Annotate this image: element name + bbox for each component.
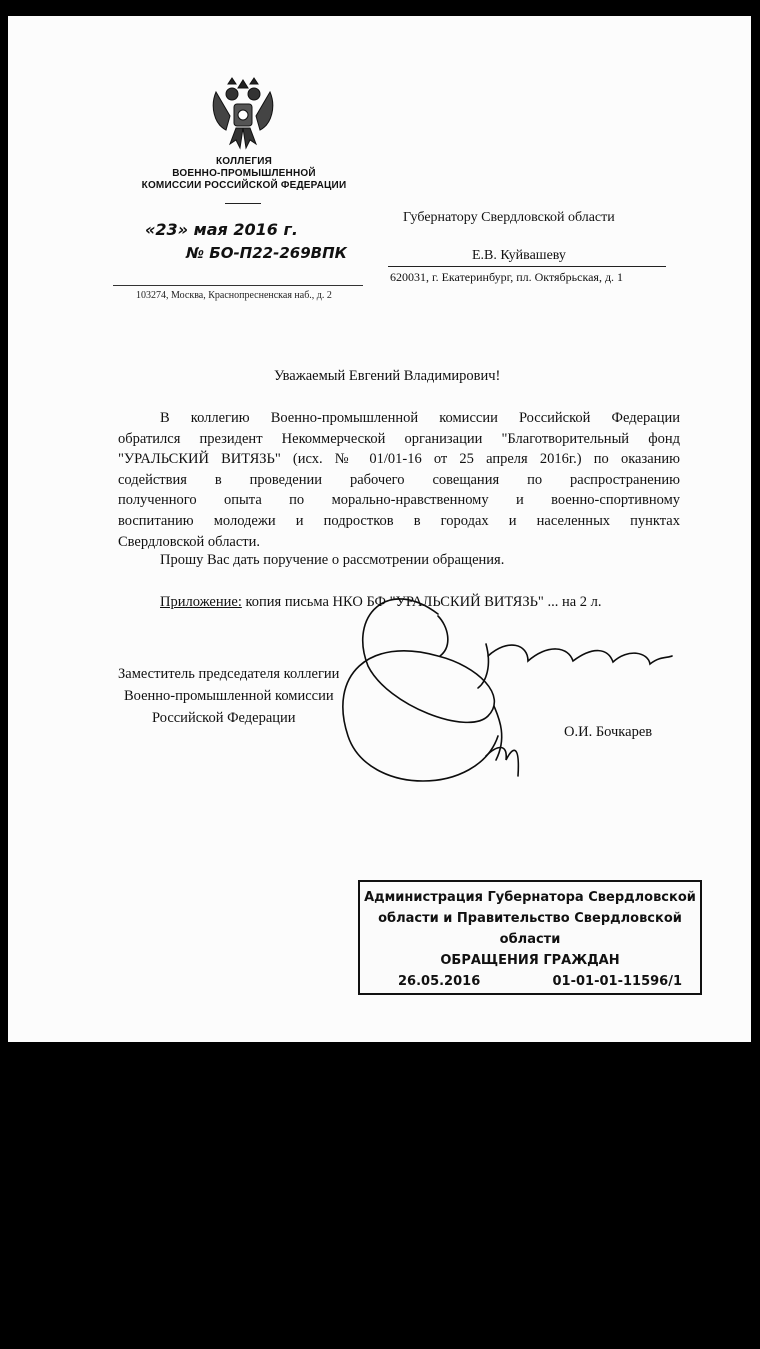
stamp-line: ОБРАЩЕНИЯ ГРАЖДАН [440, 953, 620, 968]
letter-number: № БО-П22-269ВПК [186, 244, 347, 262]
body-line: обратился президент Некоммерческой организации "Благотворительный фонд [118, 430, 680, 447]
signer-position-1: Заместитель председателя коллегии [118, 666, 340, 682]
recipient-name: Е.В. Куйвашеву [472, 248, 566, 263]
org-line-3: КОМИССИИ РОССИЙСКОЙ ФЕДЕРАЦИИ [141, 180, 347, 191]
stamp-line: области [499, 932, 561, 947]
attachment-label: Приложение: [160, 594, 242, 610]
letter-date: «23» мая 2016 г. [145, 220, 298, 239]
body-line: содействия в проведении рабочего совещания по распространению [118, 471, 680, 488]
org-line-1: КОЛЛЕГИЯ [216, 156, 272, 167]
signer-position-3: Российской Федерации [152, 710, 296, 726]
recipient-title: Губернатору Свердловской области [403, 210, 615, 225]
org-line-2: ВОЕННО-ПРОМЫШЛЕННОЙ [172, 168, 316, 179]
request-line: Прошу Вас дать поручение о рассмотрении обращения. [160, 552, 505, 568]
body-line: "УРАЛЬСКИЙ ВИТЯЗЬ" (исх. № 01/01-16 от 25 апреля 2016г.) по оказанию [118, 451, 680, 468]
signer-name: О.И. Бочкарев [564, 724, 653, 740]
stamp-line: Администрация Губернатора Свердловской [364, 890, 696, 905]
registration-stamp [358, 880, 702, 995]
body-line: Свердловской области. [118, 533, 261, 550]
sender-address: 103274, Москва, Краснопресненская наб., д. 2 [136, 290, 332, 301]
attachment-text: копия письма НКО БФ "УРАЛЬСКИЙ ВИТЯЗЬ" ... на 2 л. [245, 594, 602, 610]
body-line: полученного опыта по морально-нравственному и военно-спортивному [118, 492, 680, 509]
recipient-address: 620031, г. Екатеринбург, пл. Октябрьская, д. 1 [390, 270, 624, 284]
body-line: В коллегию Военно-промышленной комиссии Российской Федерации [160, 410, 680, 426]
stamp-date: 26.05.2016 [398, 974, 481, 989]
stamp-line: области и Правительство Свердловской [378, 911, 682, 926]
stamp-registration-row [360, 971, 700, 992]
stamp-number: 01-01-01-11596/1 [552, 974, 682, 989]
salutation: Уважаемый Евгений Владимирович! [274, 368, 501, 384]
body-line: воспитанию молодежи и подростков в городах и населенных пунктах [118, 512, 680, 529]
signer-position-2: Военно-промышленной комиссии [124, 688, 334, 704]
letter-page [8, 16, 751, 1042]
